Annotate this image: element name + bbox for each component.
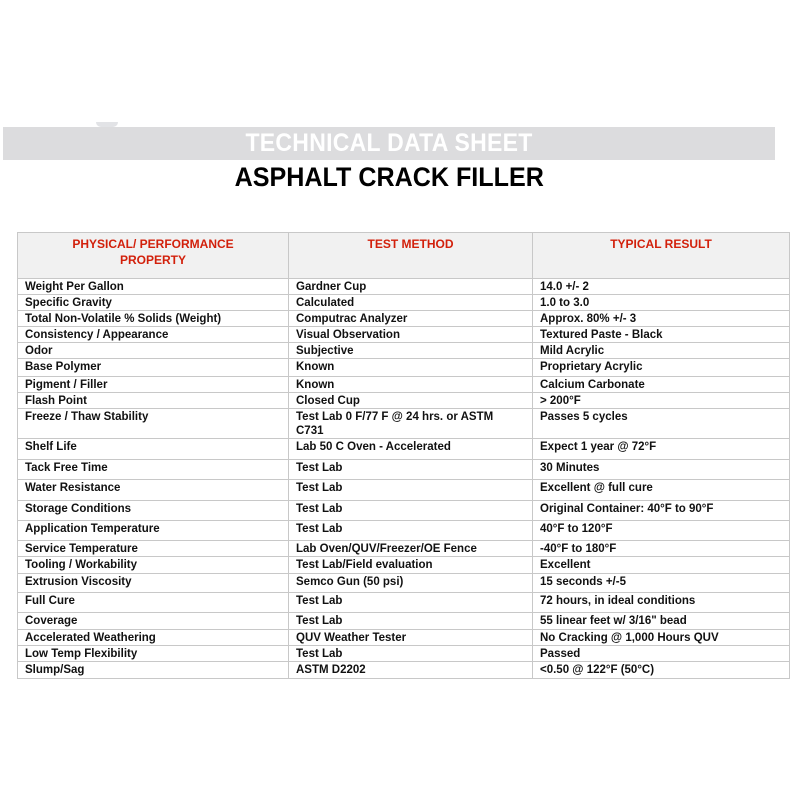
cell-typical-result: <0.50 @ 122°F (50°C)	[533, 662, 790, 679]
cell-test-method: Gardner Cup	[289, 279, 533, 295]
table-row	[18, 646, 790, 662]
cell-property: Tooling / Workability	[18, 557, 289, 574]
table-row	[18, 327, 790, 343]
cell-typical-result: -40°F to 180°F	[533, 541, 790, 557]
cell-test-method: Subjective	[289, 343, 533, 359]
cell-typical-result: Passed	[533, 646, 790, 662]
table-row	[18, 630, 790, 646]
cell-test-method: Test Lab 0 F/77 F @ 24 hrs. or ASTM C731	[289, 409, 533, 439]
header-property: PHYSICAL/ PERFORMANCE PROPERTY	[18, 233, 289, 279]
cell-property: Shelf Life	[18, 439, 289, 460]
table-row	[18, 501, 790, 521]
cell-property: Slump/Sag	[18, 662, 289, 679]
cell-typical-result: > 200°F	[533, 393, 790, 409]
banner-text: TECHNICAL DATA SHEET	[245, 129, 533, 157]
table-row	[18, 311, 790, 327]
cell-typical-result: Original Container: 40°F to 90°F	[533, 501, 790, 521]
cell-property: Extrusion Viscosity	[18, 574, 289, 593]
cell-property: Service Temperature	[18, 541, 289, 557]
table-row	[18, 439, 790, 460]
cell-typical-result: 72 hours, in ideal conditions	[533, 593, 790, 613]
cell-typical-result: 40°F to 120°F	[533, 521, 790, 541]
cell-property: Pigment / Filler	[18, 377, 289, 393]
cell-typical-result: Proprietary Acrylic	[533, 359, 790, 377]
cell-test-method: Computrac Analyzer	[289, 311, 533, 327]
cell-typical-result: Textured Paste - Black	[533, 327, 790, 343]
table-row	[18, 279, 790, 295]
cell-test-method: Lab 50 C Oven - Accelerated	[289, 439, 533, 460]
cell-test-method: ASTM D2202	[289, 662, 533, 679]
cell-test-method: Test Lab	[289, 480, 533, 501]
cell-typical-result: Expect 1 year @ 72°F	[533, 439, 790, 460]
table-body	[18, 279, 790, 679]
cell-test-method: Calculated	[289, 295, 533, 311]
header-typical-result: TYPICAL RESULT	[533, 233, 790, 279]
cell-test-method: Visual Observation	[289, 327, 533, 343]
cell-property: Coverage	[18, 613, 289, 630]
cell-test-method: Test Lab/Field evaluation	[289, 557, 533, 574]
cell-test-method: Semco Gun (50 psi)	[289, 574, 533, 593]
table-row	[18, 377, 790, 393]
cell-typical-result: Mild Acrylic	[533, 343, 790, 359]
cell-property: Weight Per Gallon	[18, 279, 289, 295]
table-row	[18, 480, 790, 501]
document-title: ASPHALT CRACK FILLER	[234, 162, 544, 192]
cell-property: Flash Point	[18, 393, 289, 409]
cell-test-method: Test Lab	[289, 646, 533, 662]
banner	[3, 127, 775, 160]
cell-property: Full Cure	[18, 593, 289, 613]
cell-property: Freeze / Thaw Stability	[18, 409, 289, 439]
table-row	[18, 460, 790, 480]
cell-test-method: Test Lab	[289, 521, 533, 541]
cell-test-method: Test Lab	[289, 613, 533, 630]
cell-typical-result: 30 Minutes	[533, 460, 790, 480]
cell-test-method: Test Lab	[289, 501, 533, 521]
cell-typical-result: Calcium Carbonate	[533, 377, 790, 393]
cell-property: Odor	[18, 343, 289, 359]
cell-test-method: Lab Oven/QUV/Freezer/OE Fence	[289, 541, 533, 557]
cell-test-method: Known	[289, 377, 533, 393]
table-row	[18, 541, 790, 557]
cell-typical-result: 14.0 +/- 2	[533, 279, 790, 295]
cell-test-method: Closed Cup	[289, 393, 533, 409]
cell-property: Consistency / Appearance	[18, 327, 289, 343]
cell-test-method: Test Lab	[289, 460, 533, 480]
header-test-method: TEST METHOD	[289, 233, 533, 279]
table-row	[18, 557, 790, 574]
table-row	[18, 343, 790, 359]
table-row	[18, 593, 790, 613]
cell-property: Application Temperature	[18, 521, 289, 541]
table-row	[18, 359, 790, 377]
table-row	[18, 393, 790, 409]
table-row	[18, 295, 790, 311]
cell-property: Accelerated Weathering	[18, 630, 289, 646]
cell-property: Water Resistance	[18, 480, 289, 501]
cell-typical-result: Approx. 80% +/- 3	[533, 311, 790, 327]
cell-test-method: Known	[289, 359, 533, 377]
cell-typical-result: Excellent @ full cure	[533, 480, 790, 501]
cell-property: Storage Conditions	[18, 501, 289, 521]
table-row	[18, 521, 790, 541]
table-row	[18, 409, 790, 439]
cell-test-method: Test Lab	[289, 593, 533, 613]
cell-property: Tack Free Time	[18, 460, 289, 480]
cell-test-method: QUV Weather Tester	[289, 630, 533, 646]
table-row	[18, 613, 790, 630]
cell-property: Base Polymer	[18, 359, 289, 377]
cell-typical-result: Passes 5 cycles	[533, 409, 790, 439]
cell-typical-result: 15 seconds +/-5	[533, 574, 790, 593]
cell-typical-result: Excellent	[533, 557, 790, 574]
table-row	[18, 662, 790, 679]
cell-property: Low Temp Flexibility	[18, 646, 289, 662]
cell-property: Specific Gravity	[18, 295, 289, 311]
cell-property: Total Non-Volatile % Solids (Weight)	[18, 311, 289, 327]
table-row	[18, 574, 790, 593]
table-header-row	[18, 233, 790, 279]
cell-typical-result: No Cracking @ 1,000 Hours QUV	[533, 630, 790, 646]
cell-typical-result: 55 linear feet w/ 3/16" bead	[533, 613, 790, 630]
cell-typical-result: 1.0 to 3.0	[533, 295, 790, 311]
technical-data-table	[17, 232, 790, 679]
